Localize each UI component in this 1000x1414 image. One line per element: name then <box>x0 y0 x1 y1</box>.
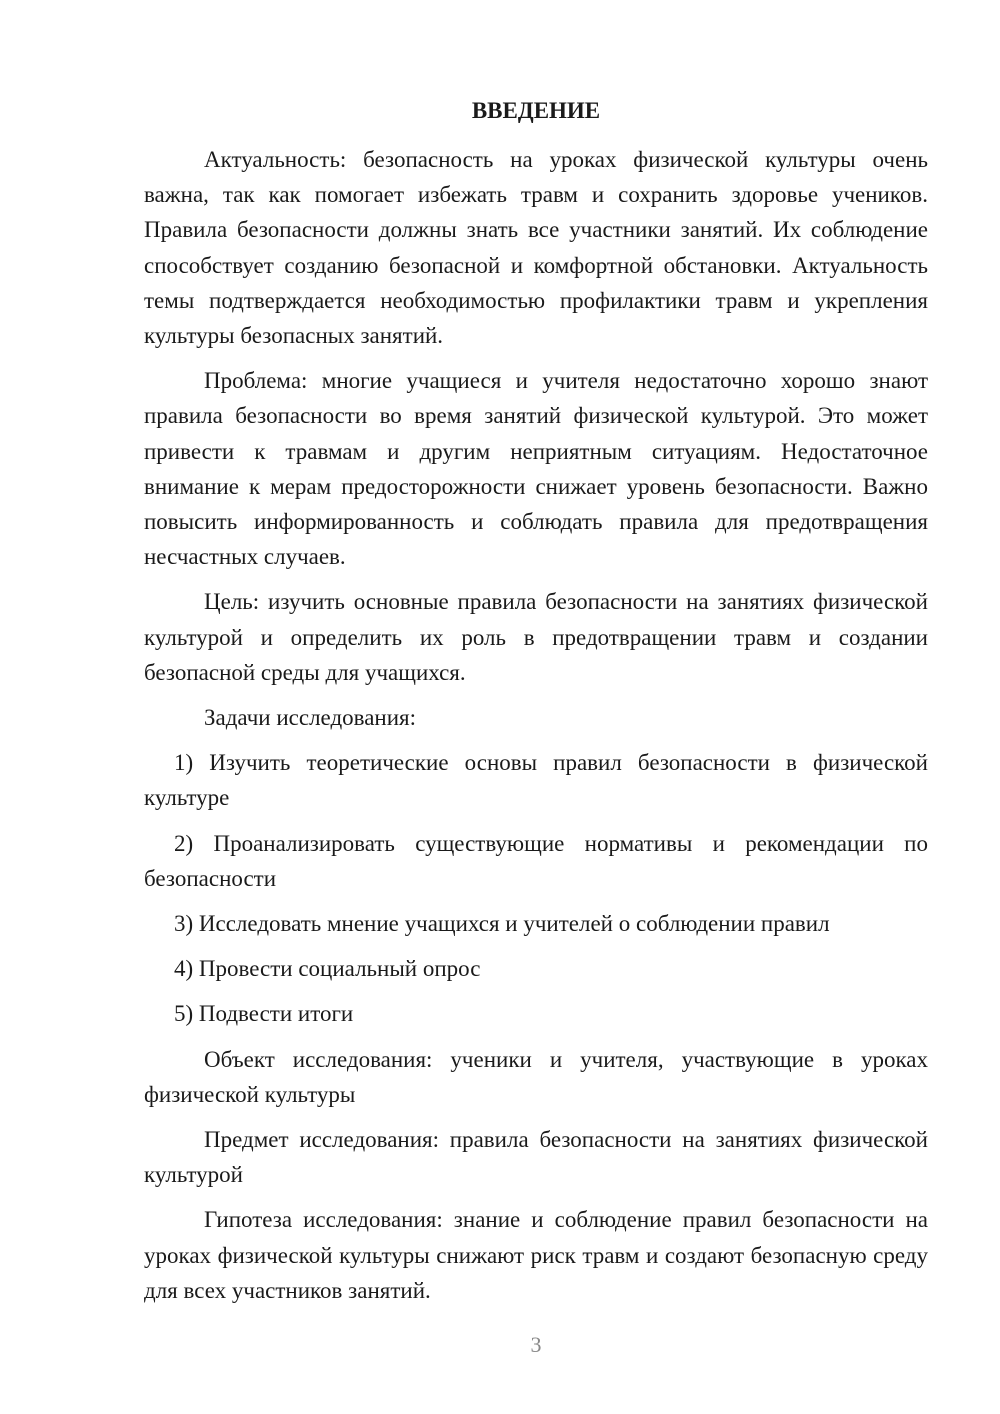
task-item: 3) Исследовать мнение учащихся и учителей о соблюдении правил <box>174 911 830 937</box>
tasks-heading: Задачи исследования: <box>204 705 417 731</box>
task-item: 2) Проанализировать существующие нормативы и рекомендации по безопасности <box>144 830 928 891</box>
page-title: ВВЕДЕНИЕ <box>471 98 601 123</box>
relevance-paragraph: Актуальность: безопасность на уроках физической культуры очень важна, так как помогает избежать травм и сохранить здоровье учеников. Правила безопасности должны знать все участники занятий. Их соблюдение способствует созданию безопасной и комфортной обстановки. Актуальность темы подтверждается необходимостью профилактики травм и укрепления культуры безопасных занятий. <box>144 147 928 349</box>
goal-paragraph: Цель: изучить основные правила безопасности на занятиях физической культурой и определить их роль в предотвращении травм и создании безопасной среды для учащихся. <box>144 589 928 685</box>
tasks-list <box>144 745 928 1031</box>
task-item: 5) Подвести итоги <box>174 1001 354 1027</box>
subject-paragraph: Предмет исследования: правила безопасности на занятиях физической культурой <box>144 1127 928 1188</box>
hypothesis-paragraph: Гипотеза исследования: знание и соблюдение правил безопасности на уроках физической культуры снижают риск травм и создают безопасную среду для всех участников занятий. <box>144 1207 928 1303</box>
object-paragraph: Объект исследования: ученики и учителя, участвующие в уроках физической культуры <box>144 1046 928 1107</box>
task-item: 4) Провести социальный опрос <box>174 956 481 982</box>
task-item: 1) Изучить теоретические основы правил безопасности в физической культуре <box>144 750 928 811</box>
page-number: 3 <box>530 1332 542 1357</box>
document-body <box>144 142 928 1318</box>
problem-paragraph: Проблема: многие учащиеся и учителя недостаточно хорошо знают правила безопасности во время занятий физической культурой. Это может привести к травмам и другим неприятным ситуациям. Недостаточное внимание к мерам предосторожности снижает уровень безопасности. Важно повысить информированность и соблюдать правила для предотвращения несчастных случаев. <box>144 368 928 570</box>
